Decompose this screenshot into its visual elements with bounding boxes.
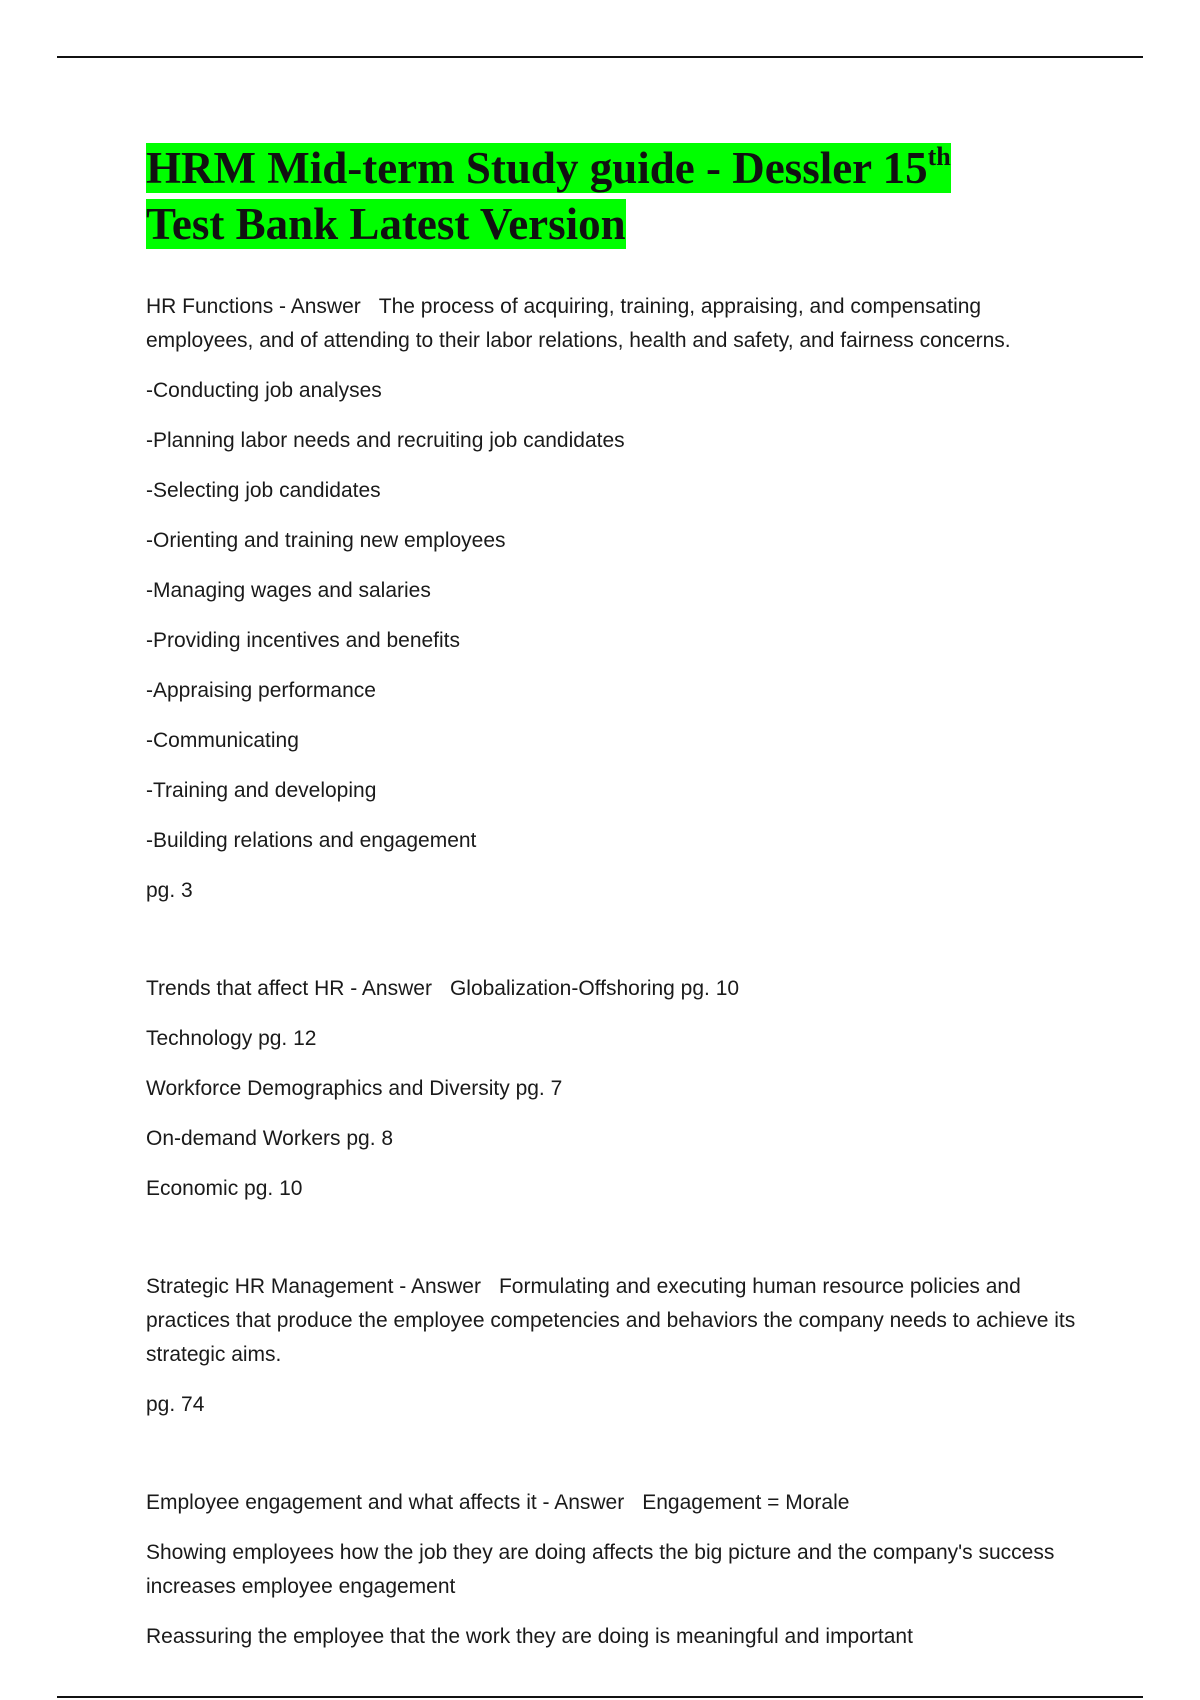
title-line2: Test Bank Latest Version bbox=[146, 199, 626, 249]
qa-strategic-hr bbox=[146, 1270, 1086, 1372]
footer-rule bbox=[57, 1696, 1143, 1698]
answer-text: Engagement = Morale bbox=[642, 1491, 850, 1514]
section-spacer bbox=[146, 924, 1086, 972]
qa-engagement bbox=[146, 1486, 1086, 1520]
list-item: -Conducting job analyses bbox=[146, 379, 382, 402]
list-item: -Selecting job candidates bbox=[146, 479, 381, 502]
section-spacer bbox=[146, 1438, 1086, 1486]
document-body bbox=[146, 290, 1086, 1654]
list-item: -Orienting and training new employees bbox=[146, 529, 506, 552]
answer-text: Formulating and executing human resource policies and practices that produce the employee competencies and behaviors the company needs to achieve its strategic aims. bbox=[146, 1275, 1076, 1366]
title-highlight bbox=[146, 143, 951, 193]
section-spacer bbox=[146, 1222, 1086, 1270]
list-item: -Appraising performance bbox=[146, 679, 376, 702]
question-label: Strategic HR Management - Answer bbox=[146, 1275, 481, 1298]
question-label: HR Functions - Answer bbox=[146, 295, 361, 318]
list-item: Showing employees how the job they are doing affects the big picture and the company's success increases employee engagement bbox=[146, 1541, 1055, 1598]
list-item: -Building relations and engagement bbox=[146, 829, 477, 852]
question-label: Trends that affect HR - Answer bbox=[146, 977, 432, 1000]
title-superscript: th bbox=[927, 142, 951, 171]
answer-text: Globalization-Offshoring pg. 10 bbox=[449, 977, 740, 1000]
qa-hr-functions bbox=[146, 290, 1086, 358]
list-item: -Communicating bbox=[146, 729, 299, 752]
list-item: Economic pg. 10 bbox=[146, 1177, 303, 1200]
answer-text: The process of acquiring, training, appraising, and compensating employees, and of attending to their labor relations, health and safety, and fairness concerns. bbox=[146, 295, 1011, 352]
title-line1: HRM Mid-term Study guide - Dessler 15 bbox=[146, 143, 928, 193]
page-reference: pg. 74 bbox=[146, 1393, 205, 1416]
page-reference: pg. 3 bbox=[146, 879, 193, 902]
list-item: -Planning labor needs and recruiting job candidates bbox=[146, 429, 625, 452]
question-label: Employee engagement and what affects it - Answer bbox=[146, 1491, 625, 1514]
list-item: -Managing wages and salaries bbox=[146, 579, 431, 602]
list-item: Technology pg. 12 bbox=[146, 1027, 317, 1050]
list-item: On-demand Workers pg. 8 bbox=[146, 1127, 394, 1150]
list-item: -Training and developing bbox=[146, 779, 377, 802]
qa-trends bbox=[146, 972, 1086, 1006]
header-rule bbox=[57, 56, 1143, 58]
document-content bbox=[146, 140, 1086, 1670]
list-item: -Providing incentives and benefits bbox=[146, 629, 461, 652]
list-item: Workforce Demographics and Diversity pg. 7 bbox=[146, 1077, 563, 1100]
document-title bbox=[146, 140, 1086, 252]
list-item: Reassuring the employee that the work they are doing is meaningful and important bbox=[146, 1625, 913, 1648]
